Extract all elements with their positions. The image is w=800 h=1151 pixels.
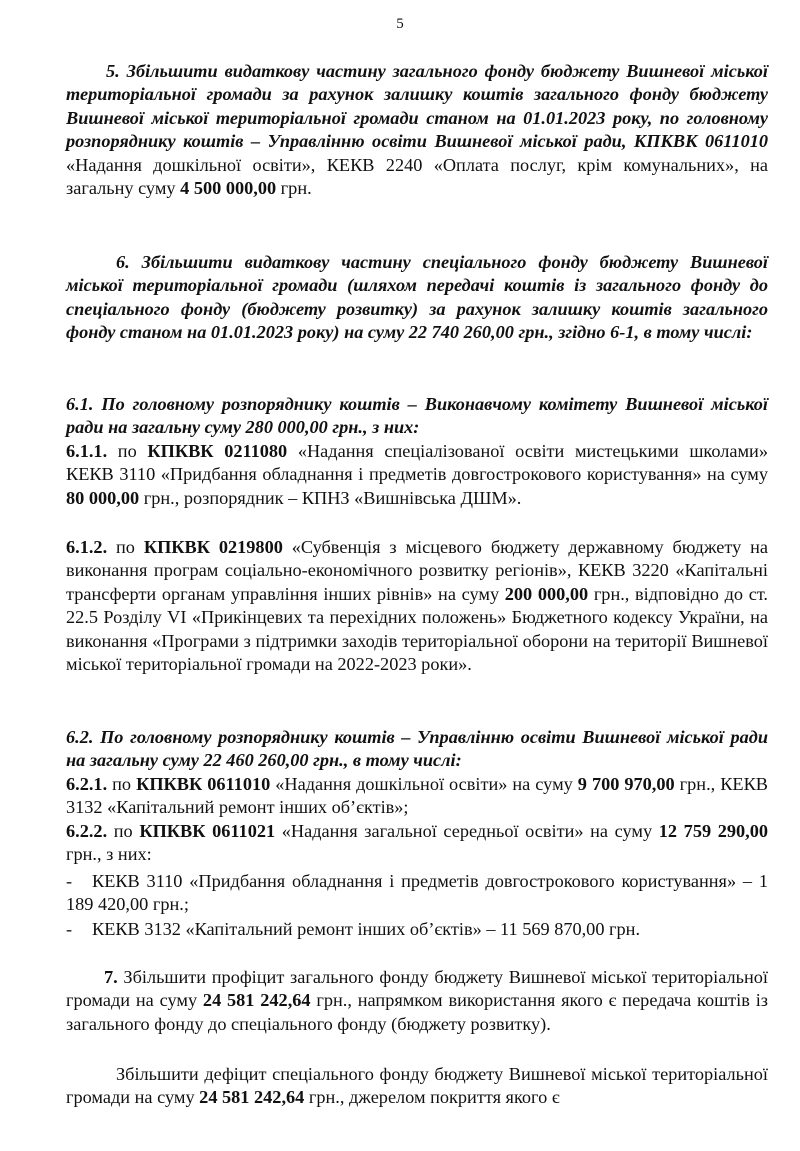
list-item-text: КЕКВ 3132 «Капітальний ремонт інших об’єктів» – 11 569 870,00 грн. [92,919,641,939]
item-number: 6.2.2. [66,821,108,841]
text: грн., КЕКВ 3132 «Капітальний ремонт інших об’єктів»; [66,774,768,818]
text: Збільшити дефіцит спеціального фонду бюджету Вишневої міської територіальної громади на суму [66,1064,768,1108]
paragraph-6-2-1 [66,773,768,820]
list-dash: - [66,871,73,891]
paragraph-6-bold-text: Збільшити видаткову частину спеціального фонду бюджету Вишневої міської територіальної громади (шляхом передачі коштів із загального фонду до спеціального фонду (бюджету розвитку) за рахунок залишку коштів загального фонду станом на 01.01.2023 року) на суму 22 740 260,00 грн., згідно 6-1, в тому числі: [66,252,768,343]
paragraph-5 [66,60,768,200]
amount: 9 700 970,00 [577,774,675,794]
paragraph-5-amount: 4 500 000,00 [180,178,277,199]
paragraph-5-text: «Надання дошкільної освіти», КЕКВ 2240 «Оплата послуг, крім комунальних», на загальну суму [66,154,768,199]
text: грн., розпорядник – КПНЗ «Вишнівська ДШМ». [139,487,522,508]
kpkvk-code: КПКВК 0211080 [147,441,288,461]
kpkvk-code: КПКВК 0219800 [143,537,283,557]
item-number: 6.1.2. [66,537,108,557]
text: по [107,774,137,794]
text: грн., з них: [66,844,152,865]
text: грн., джерелом покриття якого є [304,1087,560,1108]
text: по [107,441,148,461]
paragraph-6-1-1 [66,440,768,510]
paragraph-5-text-end: грн. [276,178,312,199]
text: Збільшити профіцит загального фонду бюджету Вишневої міської територіальної громади на суму [66,967,768,1011]
item-number: 6.2.1. [66,774,108,794]
kpkvk-code: КПКВК 0611021 [139,821,276,841]
paragraph-6-2: 6.2. По головному розпоряднику коштів – Управлінню освіти Вишневої міської ради на загальну суму 22 460 260,00 грн., в тому числі: [66,727,768,771]
text: «Субвенція з місцевого бюджету державному бюджету на виконання програм соціально-економічного розвитку регіонів», КЕКВ 3220 «Капітальні трансферти органам управління інших рівнів» на суму [66,537,768,604]
paragraph-deficit [66,1063,768,1110]
page-number: 5 [396,16,404,32]
amount: 12 759 290,00 [658,821,768,841]
paragraph-7 [66,966,768,1036]
kpkvk-code: КПКВК 0611010 [136,774,271,794]
item-number: 6. [116,252,130,272]
text: «Надання загальної середньої освіти» на суму [275,821,659,841]
text: по [107,821,140,841]
amount: 24 581 242,64 [202,990,311,1011]
item-number: 6.1.1. [66,441,108,461]
list-item [66,918,768,941]
amount: 200 000,00 [504,583,589,604]
text: «Надання спеціалізованої освіти мистецькими школами» КЕКВ 3110 «Придбання обладнання і предметів довгострокового користування» на суму [66,441,768,485]
amount: 80 000,00 [66,487,140,508]
list-item-text: КЕКВ 3110 «Придбання обладнання і предметів довгострокового користування» – 1 189 420,00 грн.; [66,871,768,915]
text: «Надання дошкільної освіти» на суму [270,774,578,794]
text: грн., відповідно до ст. 22.5 Розділу VI «Прикінцевих та перехідних положень» Бюджетного кодексу України, на виконання «Програми з підтримки заходів територіальної оборони на території Вишневої міської територіальної громади на 2022-2023 роки». [66,583,769,675]
item-number: 7. [104,967,118,987]
text: по [107,537,144,557]
paragraph-6-1: 6.1. По головному розпоряднику коштів – Виконавчому комітету Вишневої міської ради на загальну суму 280 000,00 грн., з них: [66,394,768,438]
paragraph-6 [66,251,768,345]
amount: 24 581 242,64 [199,1087,305,1108]
text: грн., напрямком використання якого є передача коштів із загального фонду до спеціального фонду (бюджету розвитку). [66,990,768,1034]
list-item [66,870,768,917]
paragraph-5-bold-text: Збільшити видаткову частину загального фонду бюджету Вишневої міської територіальної громади за рахунок залишку коштів загального фонду бюджету Вишневої міської територіальної громади станом на 01.01.2023 року, по головному розпоряднику коштів – Управлінню освіти Вишневої міської ради, КПКВК 0611010 [66,61,768,152]
item-number: 5. [106,61,120,81]
paragraph-6-1-2 [66,536,768,676]
list-dash: - [66,919,73,939]
paragraph-6-2-2 [66,820,768,867]
